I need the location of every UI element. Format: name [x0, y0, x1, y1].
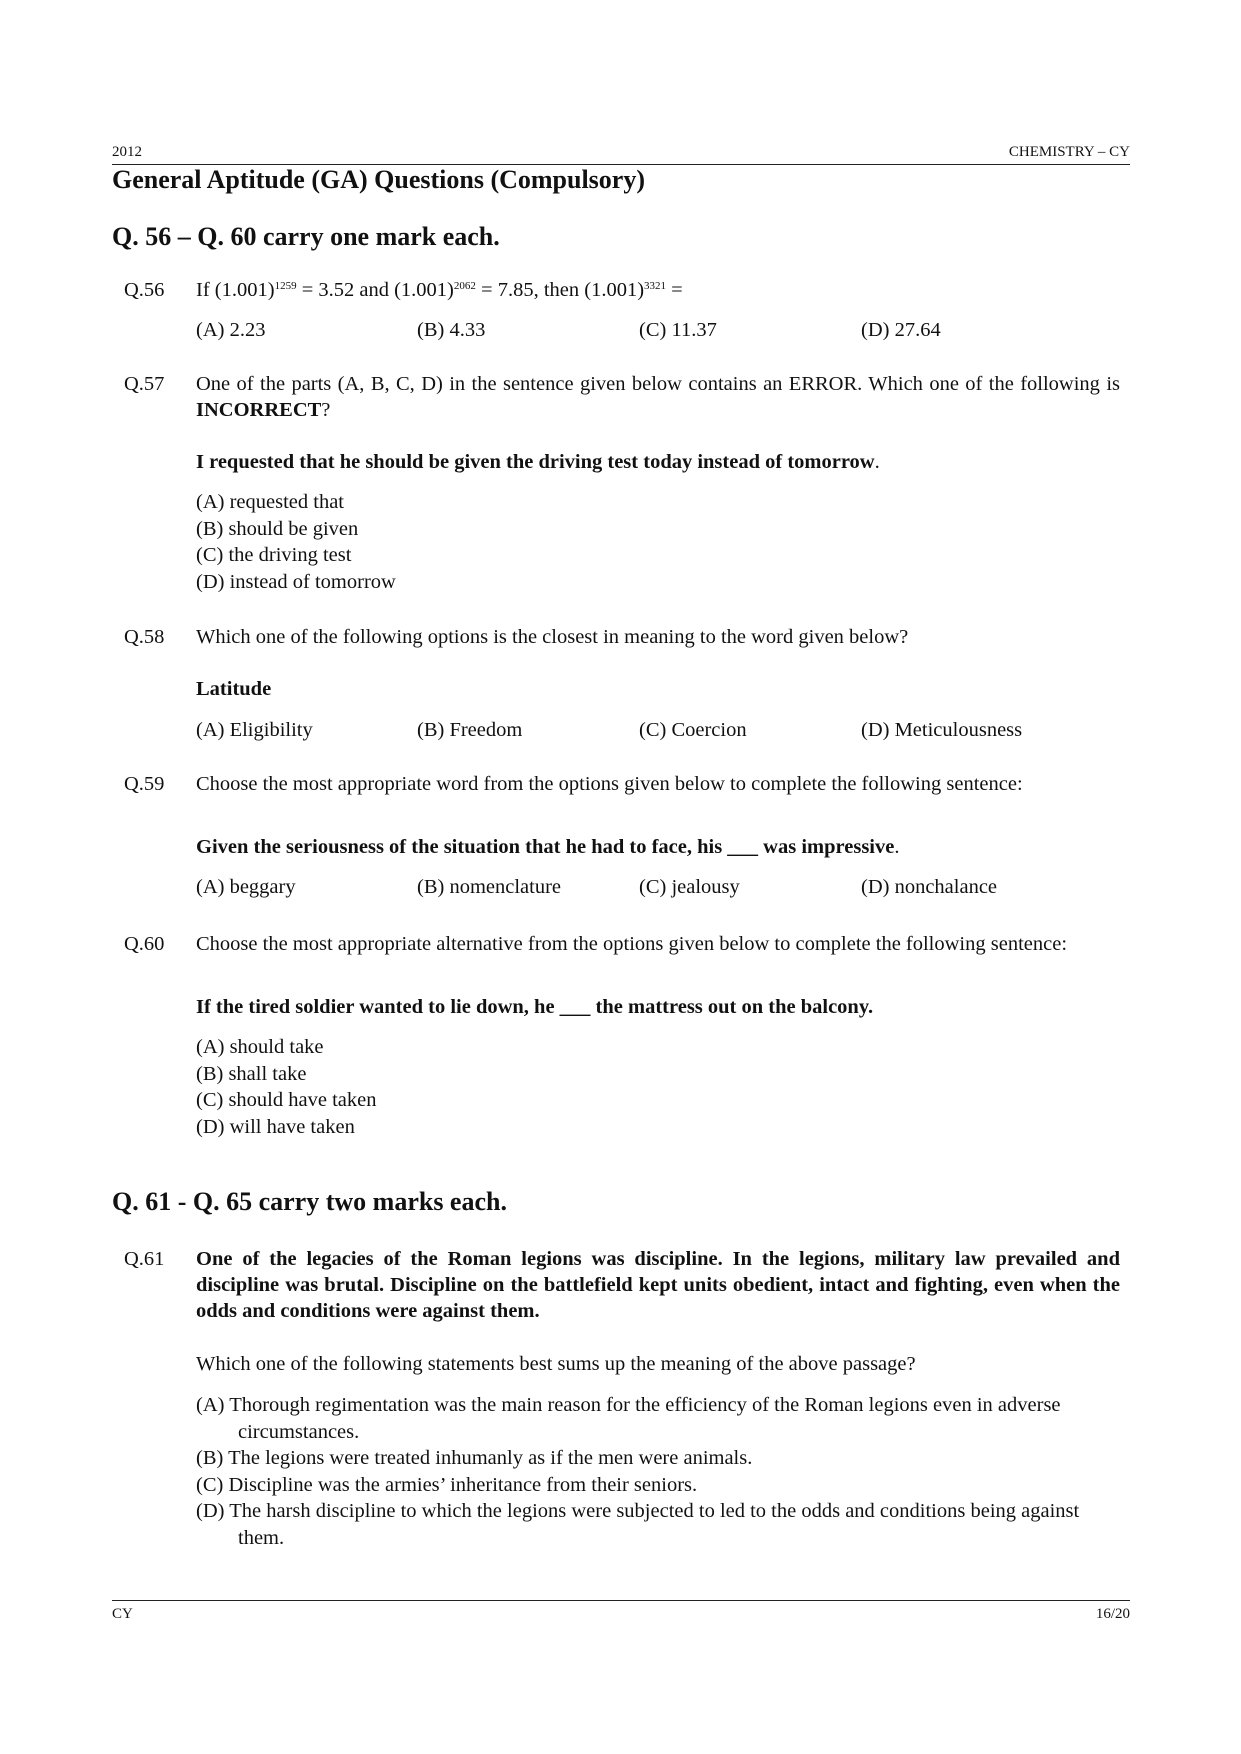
question-number: Q.61: [124, 1248, 165, 1270]
option-a: (A) should take: [196, 1036, 324, 1058]
question-text: One of the parts (A, B, C, D) in the sentence given below contains an ERROR. Which one of the following is INCORRECT?: [196, 373, 1120, 421]
option-a: (A) beggary: [196, 876, 296, 898]
footer-code: CY: [112, 1606, 133, 1622]
option-c: (C) should have taken: [196, 1089, 377, 1111]
question-text: If $(1.001)^{1259} = 3.52$ and $(1.001)^{2062} = 7.85$, then $(1.001)^{3321}$ =: [196, 279, 683, 301]
option-c: (C) Discipline was the armies’ inheritance from their seniors.: [196, 1473, 698, 1496]
option-c: (C) the driving test: [196, 544, 352, 566]
option-a: (A) Eligibility: [196, 719, 313, 741]
question-text: Which one of the following statements best sums up the meaning of the above passage?: [196, 1353, 916, 1375]
header-subject: CHEMISTRY – CY: [1008, 144, 1130, 160]
question-passage: One of the legacies of the Roman legions was discipline. In the legions, military law prevailed and discipline was brutal. Discipline on the battlefield kept units obedient, intact and fighting, even when the odds and conditions were against them.: [196, 1248, 1120, 1322]
options-list: [196, 489, 1120, 595]
option-a: (A) requested that: [196, 491, 344, 513]
option-b: (B) should be given: [196, 517, 359, 540]
page-header: [112, 144, 1130, 166]
option-b: (B) Freedom: [417, 719, 523, 741]
options-row: [196, 874, 1120, 900]
question-number: Q.57: [124, 373, 165, 395]
question-number: Q.56: [124, 279, 165, 301]
options-list: [196, 1392, 1120, 1551]
header-year: 2012: [112, 144, 142, 160]
question-sentence: I requested that he should be given the driving test today instead of tomorrow.: [196, 451, 880, 473]
section-title: General Aptitude (GA) Questions (Compulsory): [112, 165, 645, 194]
section-heading-one-mark: Q. 56 – Q. 60 carry one mark each.: [112, 222, 500, 251]
option-d: (D) Meticulousness: [861, 719, 1023, 741]
page-number: 16/20: [1095, 1606, 1130, 1622]
option-b: (B) shall take: [196, 1062, 307, 1085]
option-d: (D) 27.64: [861, 319, 941, 341]
option-d: (D) instead of tomorrow: [196, 570, 396, 593]
question-number: Q.58: [124, 626, 165, 648]
option-b: (B) 4.33: [417, 319, 486, 341]
question-number: Q.59: [124, 773, 165, 795]
question-word: Latitude: [196, 678, 272, 700]
question-text: Choose the most appropriate word from the options given below to complete the following sentence:: [196, 773, 1023, 795]
option-a: (A) 2.23: [196, 319, 266, 341]
option-b: (B) The legions were treated inhumanly as if the men were animals.: [196, 1447, 753, 1469]
question-sentence: If the tired soldier wanted to lie down, he ___ the mattress out on the balcony.: [196, 996, 874, 1018]
options-list: [196, 1034, 1120, 1140]
section-heading-two-marks: Q. 61 - Q. 65 carry two marks each.: [112, 1187, 507, 1216]
option-c: (C) Coercion: [639, 719, 747, 741]
question-text: Which one of the following options is the closest in meaning to the word given below?: [196, 626, 909, 648]
options-row: [196, 717, 1120, 743]
option-c: (C) 11.37: [639, 319, 717, 341]
question-number: Q.60: [124, 933, 165, 955]
option-d: (D) The harsh discipline to which the legions were subjected to led to the odds and conditions being against them.: [196, 1500, 1080, 1549]
option-c: (C) jealousy: [639, 876, 740, 898]
option-d: (D) nonchalance: [861, 876, 998, 898]
option-d: (D) will have taken: [196, 1115, 355, 1138]
option-b: (B) nomenclature: [417, 876, 562, 898]
question-text: Choose the most appropriate alternative from the options given below to complete the following sentence:: [196, 933, 1068, 955]
option-a: (A) Thorough regimentation was the main reason for the efficiency of the Roman legions even in adverse circumstances.: [196, 1394, 1061, 1443]
options-row: [196, 317, 1120, 343]
question-sentence: Given the seriousness of the situation that he had to face, his ___ was impressive.: [196, 836, 900, 858]
footer-rule: [112, 1600, 1130, 1601]
